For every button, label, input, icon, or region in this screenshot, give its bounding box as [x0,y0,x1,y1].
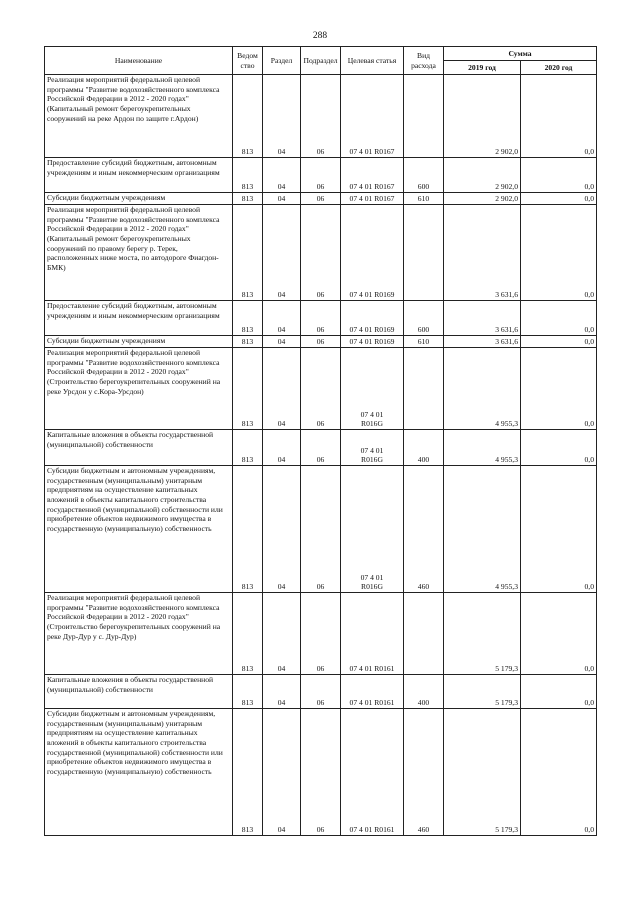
row-type: 610 [404,336,444,348]
row-2020: 0,0 [521,430,597,466]
row-section: 04 [263,430,301,466]
row-2020: 0,0 [521,75,597,158]
row-name: Реализация мероприятий федеральной целевой программы "Развитие водохозяйственного комплекса Российской Федерации в 2012 - 2020 годах" (Капитальный ремонт берегоукрепительных сооружений по правому берегу р. Терек, расположенных ниже моста, по автодороге Фиагдон-БМК) [45,205,233,301]
row-name: Реализация мероприятий федеральной целевой программы "Развитие водохозяйственного комплекса Российской Федерации в 2012 - 2020 годах" (Капитальный ремонт берегоукрепительных сооружений на реке Ардон по защите г.Ардон) [45,75,233,158]
row-2020: 0,0 [521,158,597,193]
row-2020: 0,0 [521,709,597,836]
row-2020: 0,0 [521,205,597,301]
row-ministry: 813 [233,301,263,336]
row-2019: 3 631,6 [444,336,521,348]
row-2020: 0,0 [521,466,597,593]
row-target: 07 4 01 R0167 [341,193,404,205]
row-section: 04 [263,336,301,348]
row-subsection: 06 [301,75,341,158]
row-subsection: 06 [301,301,341,336]
table-row [45,675,597,709]
row-type [404,205,444,301]
row-section: 04 [263,193,301,205]
row-section: 04 [263,205,301,301]
row-name: Предоставление субсидий бюджетным, автономным учреждениям и иным некоммерческим организациям [45,301,233,336]
row-type [404,593,444,675]
row-subsection: 06 [301,593,341,675]
row-target: 07 4 01 R0161 [341,593,404,675]
row-name: Субсидии бюджетным и автономным учреждениям, государственным (муниципальным) унитарным предприятиям на осуществление капитальных вложений в объекты капитального строительства государственной (муниципальной) собственности или приобретение объектов недвижимого имущества в государственную (муниципальную) собственность [45,466,233,593]
row-type [404,75,444,158]
row-name: Капитальные вложения в объекты государственной (муниципальной) собственности [45,675,233,709]
row-2020: 0,0 [521,301,597,336]
header-year-2019: 2019 год [444,61,521,75]
row-2019: 4 955,3 [444,430,521,466]
row-2019: 3 631,6 [444,301,521,336]
row-ministry: 813 [233,158,263,193]
row-section: 04 [263,709,301,836]
header-year-2020: 2020 год [521,61,597,75]
row-type [404,348,444,430]
budget-table [44,46,597,836]
row-subsection: 06 [301,466,341,593]
table-row [45,336,597,348]
table-row [45,348,597,430]
row-2019: 2 902,0 [444,75,521,158]
row-2020: 0,0 [521,336,597,348]
row-subsection: 06 [301,675,341,709]
row-2020: 0,0 [521,348,597,430]
row-ministry: 813 [233,675,263,709]
row-name: Субсидии бюджетным учреждениям [45,193,233,205]
row-2019: 5 179,3 [444,593,521,675]
row-section: 04 [263,75,301,158]
row-target: 07 4 01 R016G [341,348,404,430]
row-ministry: 813 [233,205,263,301]
table-row [45,75,597,158]
row-type: 460 [404,709,444,836]
row-subsection: 06 [301,430,341,466]
row-ministry: 813 [233,593,263,675]
row-target: 07 4 01 R0169 [341,301,404,336]
header-target: Целевая статья [341,47,404,75]
row-name: Реализация мероприятий федеральной целевой программы "Развитие водохозяйственного комплекса Российской Федерации в 2012 - 2020 годах" (Строительство берегоукрепительных сооружений на реке Дур-Дур у с. Дур-Дур) [45,593,233,675]
row-target: 07 4 01 R0169 [341,336,404,348]
table-row [45,709,597,836]
row-name: Капитальные вложения в объекты государственной (муниципальной) собственности [45,430,233,466]
row-type: 400 [404,430,444,466]
row-section: 04 [263,301,301,336]
row-ministry: 813 [233,75,263,158]
row-target: 07 4 01 R0169 [341,205,404,301]
row-name: Реализация мероприятий федеральной целевой программы "Развитие водохозяйственного комплекса Российской Федерации в 2012 - 2020 годах" (Строительство берегоукрепительных сооружений на реке Урсдон у с.Кора-Урсдон) [45,348,233,430]
row-ministry: 813 [233,336,263,348]
row-2019: 4 955,3 [444,348,521,430]
row-2019: 2 902,0 [444,158,521,193]
header-subsection: Подраздел [301,47,341,75]
row-target: 07 4 01 R0161 [341,709,404,836]
header-expense-type: Вид расхода [404,47,444,75]
row-type: 610 [404,193,444,205]
row-subsection: 06 [301,336,341,348]
row-subsection: 06 [301,205,341,301]
row-section: 04 [263,466,301,593]
row-subsection: 06 [301,158,341,193]
row-2019: 5 179,3 [444,675,521,709]
row-ministry: 813 [233,466,263,593]
row-2020: 0,0 [521,675,597,709]
table-row [45,158,597,193]
page-number: 288 [312,31,328,41]
row-target: 07 4 01 R016G [341,466,404,593]
row-ministry: 813 [233,430,263,466]
row-ministry: 813 [233,348,263,430]
row-2019: 2 902,0 [444,193,521,205]
row-section: 04 [263,675,301,709]
table-row [45,593,597,675]
header-name: Наименование [45,47,233,75]
row-type: 400 [404,675,444,709]
row-ministry: 813 [233,709,263,836]
row-subsection: 06 [301,193,341,205]
table-row [45,205,597,301]
row-2019: 5 179,3 [444,709,521,836]
table-row [45,301,597,336]
row-target: 07 4 01 R0167 [341,158,404,193]
header-sum: Сумма [444,47,597,61]
table-body [45,75,597,836]
row-target: 07 4 01 R0161 [341,675,404,709]
row-subsection: 06 [301,709,341,836]
row-name: Предоставление субсидий бюджетным, автономным учреждениям и иным некоммерческим организациям [45,158,233,193]
row-2020: 0,0 [521,593,597,675]
row-target: 07 4 01 R016G [341,430,404,466]
table-row [45,466,597,593]
header-ministry: Ведом ство [233,47,263,75]
row-name: Субсидии бюджетным учреждениям [45,336,233,348]
row-name: Субсидии бюджетным и автономным учреждениям, государственным (муниципальным) унитарным предприятиям на осуществление капитальных вложений в объекты капитального строительства государственной (муниципальной) собственности или приобретение объектов недвижимого имущества в государственную (муниципальную) собственность [45,709,233,836]
row-section: 04 [263,593,301,675]
row-ministry: 813 [233,193,263,205]
row-2020: 0,0 [521,193,597,205]
header-section: Раздел [263,47,301,75]
row-section: 04 [263,348,301,430]
row-2019: 4 955,3 [444,466,521,593]
row-type: 460 [404,466,444,593]
row-2019: 3 631,6 [444,205,521,301]
row-subsection: 06 [301,348,341,430]
row-section: 04 [263,158,301,193]
row-target: 07 4 01 R0167 [341,75,404,158]
row-type: 600 [404,158,444,193]
table-row [45,193,597,205]
table-row [45,430,597,466]
row-type: 600 [404,301,444,336]
